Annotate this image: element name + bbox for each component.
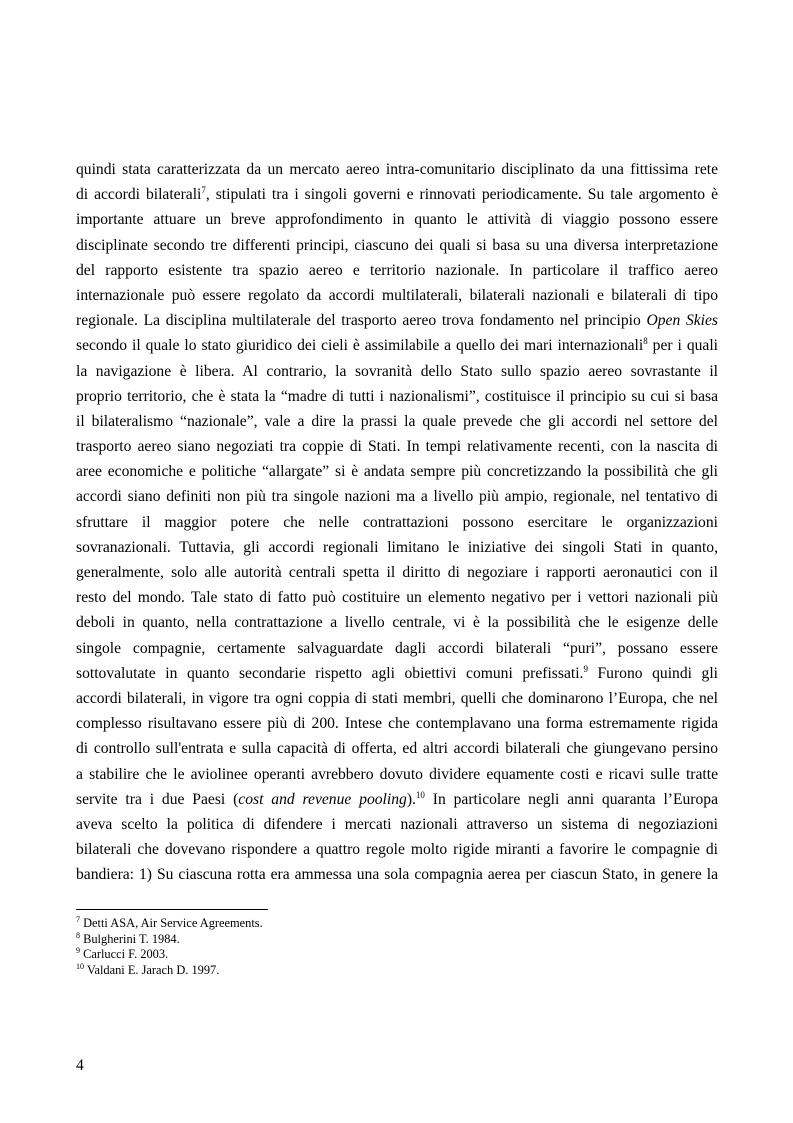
text-line: [76, 484, 718, 509]
text-line: [76, 384, 718, 409]
text-line: [76, 157, 718, 182]
text-span: singole compagnie, certamente salvaguardate dagli accordi bilaterali “puri”, possano essere: [76, 639, 718, 657]
italic-text: cost and revenue pooling: [238, 790, 407, 808]
footnote-text: Carlucci F. 2003.: [80, 947, 169, 962]
text-span: quindi stata caratterizzata da un mercato aereo intra-comunitario disciplinato da una fittissima rete: [76, 161, 718, 178]
text-span: la navigazione è libera. Al contrario, la sovranità dello Stato sullo spazio aereo sovrastante il: [76, 362, 718, 380]
text-span: secondo il quale lo stato giuridico dei cieli è assimilabile a quello dei mari internazionali: [76, 337, 644, 355]
text-span: accordi siano definiti non più tra singole nazioni ma a livello più ampio, regionale, nel tentativo di: [76, 488, 718, 506]
text-line: [76, 610, 718, 635]
text-line: [76, 636, 718, 661]
text-span: per i quali: [647, 337, 718, 355]
footnote-number: 7: [76, 915, 80, 924]
text-span: Furono quindi gli: [587, 664, 719, 682]
text-line: [76, 837, 718, 862]
text-span: proprio territorio, che è stata la “madre di tutti i nazionalismi”, costituisce il principio su cui si basa: [76, 387, 718, 405]
text-line: [76, 283, 718, 308]
footnote-text: Bulgherini T. 1984.: [80, 931, 180, 946]
text-span: il bilateralismo “nazionale”, vale a dire la prassi la quale prevede che gli accordi nel settore del: [76, 412, 718, 430]
text-span: resto del mondo. Tale stato di fatto può costituire un elemento negativo per i vettori nazionali più: [76, 589, 718, 607]
text-span: sottovalutate in quanto secondarie rispetto agli obiettivi comuni prefissati.: [76, 664, 584, 682]
footnote-item: [76, 963, 718, 979]
text-span: regionale. La disciplina multilaterale del trasporto aereo trova fondamento nel principio: [76, 312, 647, 330]
text-line: [76, 862, 718, 887]
text-line: [76, 308, 718, 333]
text-line: [76, 812, 718, 837]
text-span: generalmente, solo alle autorità centrali spetta il diritto di negoziare i rapporti aeronautici con il: [76, 564, 718, 581]
text-line: [76, 233, 718, 258]
text-span: di accordi bilaterali: [76, 186, 202, 204]
text-span: accordi bilaterali, in vigore tra ogni coppia di stati membri, quelli che dominarono l’Europa, che nel: [76, 689, 718, 707]
footnote-ref: 7: [201, 185, 206, 196]
text-line: [76, 182, 718, 207]
text-line: [76, 207, 718, 232]
text-line: [76, 459, 718, 484]
text-span: bilaterali che dovevano rispondere a quattro regole molto rigide miranti a favorire le compagnie di: [76, 841, 718, 859]
text-line: [76, 258, 718, 283]
text-line: [76, 333, 718, 358]
footnote-text: Detti ASA, Air Service Agreements.: [80, 916, 263, 930]
text-line: [76, 535, 718, 560]
footnote-separator: [76, 909, 268, 910]
footnote-ref: 10: [415, 789, 425, 800]
text-line: [76, 736, 718, 761]
text-line: [76, 359, 718, 384]
text-span: di controllo sull'entrata e sulla capacità di offerta, ed altri accordi bilaterali che giungevano persino: [76, 740, 718, 758]
text-span: servite tra i due Paesi (: [76, 790, 239, 808]
text-span: disciplinate secondo tre differenti principi, ciascuno dei quali si basa su una diversa interpretazione: [76, 236, 718, 254]
footnote-number: 9: [76, 946, 80, 956]
text-line: [76, 560, 718, 585]
text-span: del rapporto esistente tra spazio aereo e territorio nazionale. In particolare il traffico aereo: [76, 261, 718, 279]
text-span: complesso risultavano essere più di 200. Intese che contemplavano una forma estremamente rigida: [76, 715, 718, 733]
text-span: sfruttare il maggior potere che nelle contrattazioni possono esercitare le organizzazioni: [76, 513, 718, 531]
text-span: , stipulati tra i singoli governi e rinnovati periodicamente. Su tale argomento è: [205, 186, 718, 204]
footnote-text: Valdani E. Jarach D. 1997.: [84, 962, 220, 977]
footnote-number: 8: [76, 930, 80, 940]
text-span: internazionale può essere regolato da accordi multilaterali, bilaterali nazionali e bilaterali di tipo: [76, 286, 718, 304]
text-line: [76, 409, 718, 434]
text-line: [76, 510, 718, 535]
text-span: importante attuare un breve approfondimento in quanto le attività di viaggio possono essere: [76, 211, 718, 229]
footnote-item: [76, 947, 718, 963]
italic-text: Open Skies: [646, 312, 718, 330]
footnote-ref: 9: [583, 663, 588, 674]
text-span: In particolare negli anni quaranta l’Europa: [424, 790, 718, 808]
text-span: ).: [406, 790, 416, 808]
text-line: [76, 585, 718, 610]
text-line: [76, 762, 718, 787]
text-span: sovranazionali. Tuttavia, gli accordi regionali limitano le iniziative dei singoli Stati in quanto,: [76, 538, 718, 556]
footnote-item: [76, 916, 718, 932]
text-line: [76, 434, 718, 459]
text-line: [76, 711, 718, 736]
footnotes: [76, 916, 718, 978]
footnote-ref: 8: [643, 336, 648, 347]
body-text: [76, 157, 718, 887]
text-span: a stabilire che le aviolinee operanti avrebbero dovuto dividere equamente costi e ricavi sulle tratte: [76, 765, 718, 783]
text-span: bandiera: 1) Su ciascuna rotta era ammessa una sola compagnia aerea per ciascun Stato, in genere la: [76, 866, 718, 884]
text-line: [76, 686, 718, 711]
text-span: trasporto aereo siano negoziati tra coppie di Stati. In tempi relativamente recenti, con la nascita di: [76, 438, 718, 456]
text-span: aree economiche e politiche “allargate” si è andata sempre più concretizzando la possibilità che gli: [76, 463, 718, 481]
text-span: deboli in quanto, nella contrattazione a livello centrale, vi è la possibilità che le esigenze delle: [76, 614, 718, 632]
footnote-number: 10: [76, 961, 84, 971]
footnote-item: [76, 932, 718, 948]
page-number: 4: [76, 1057, 84, 1074]
text-line: [76, 787, 718, 812]
text-span: aveva scelto la politica di difendere i mercati nazionali attraverso un sistema di negoziazioni: [76, 815, 718, 833]
text-line: [76, 661, 718, 686]
